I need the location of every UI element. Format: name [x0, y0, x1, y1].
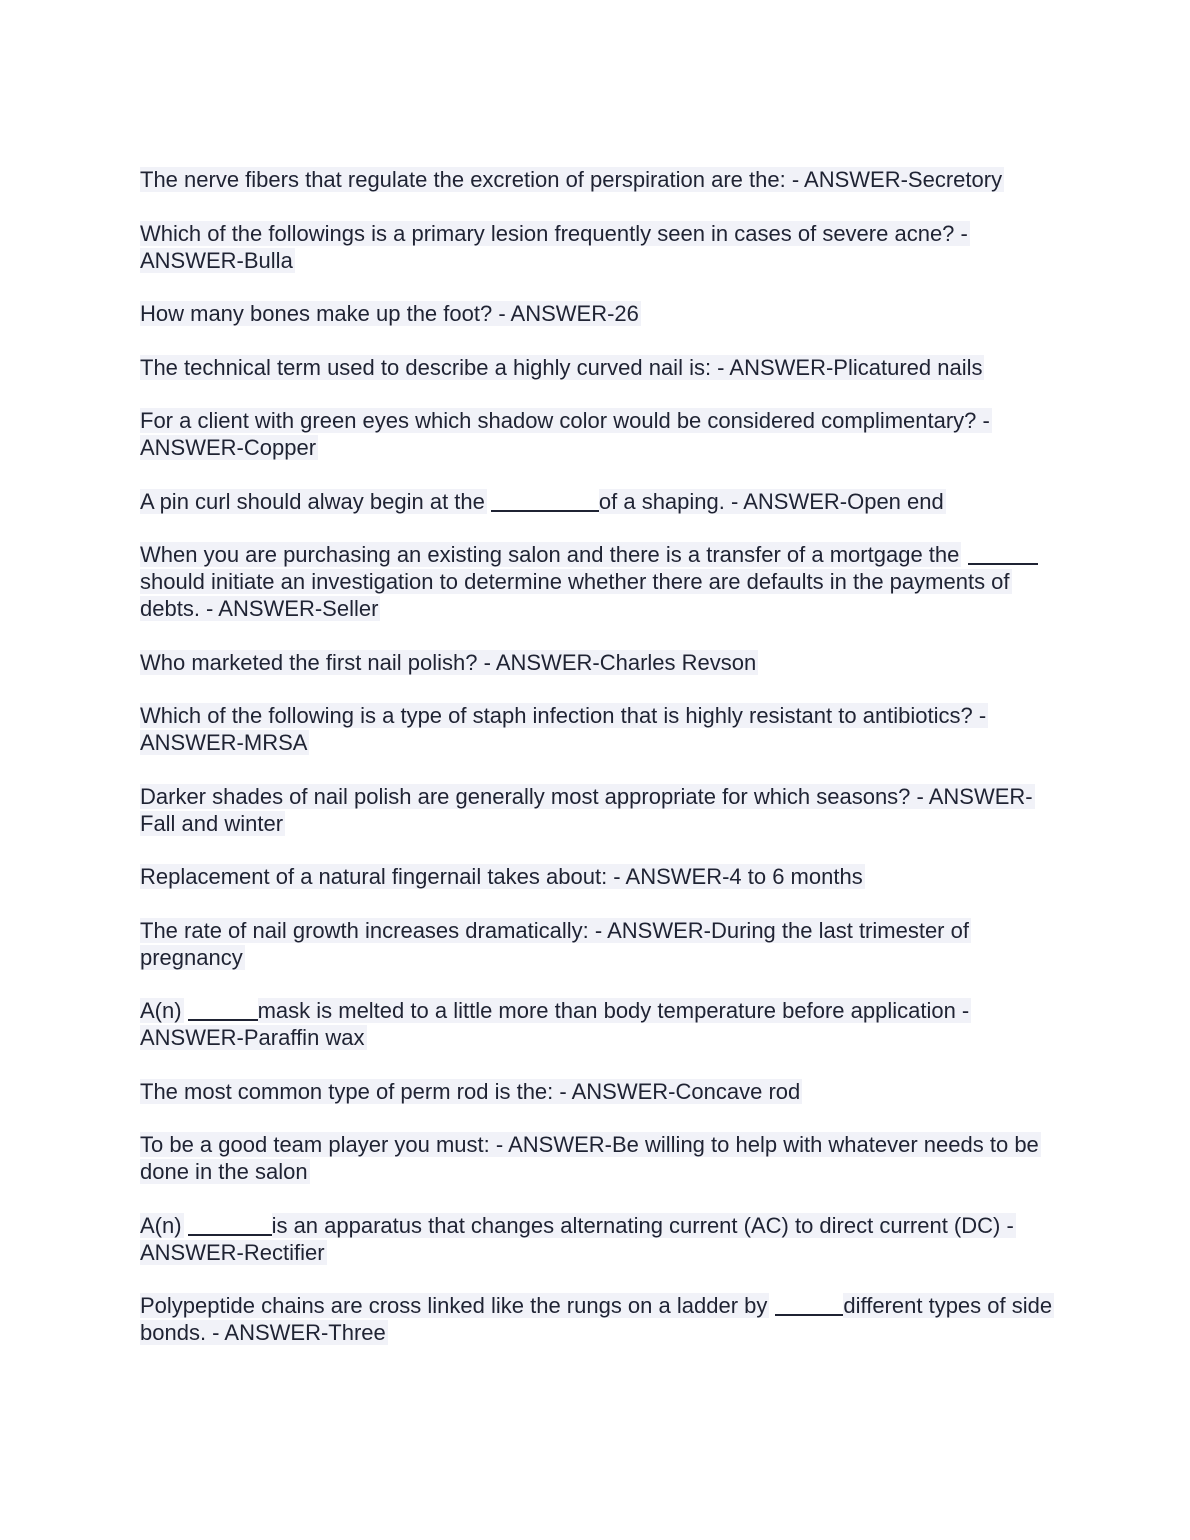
qa-item: A(n) is an apparatus that changes alternating current (AC) to direct current (DC) - ANSWER-Rectifier	[140, 1212, 1014, 1265]
fill-in-blank	[188, 1214, 272, 1236]
qa-item: The technical term used to describe a highly curved nail is: - ANSWER-Plicatured nails	[140, 354, 983, 380]
qa-item: Which of the following is a type of staph infection that is highly resistant to antibiotics? - ANSWER-MRSA	[140, 703, 987, 755]
document-page	[140, 166, 1060, 1373]
qa-item: When you are purchasing an existing salon and there is a transfer of a mortgage the should initiate an investigation to determine whether there are defaults in the payments of debts. - ANSWER-Seller	[140, 541, 1060, 622]
qa-item: Which of the followings is a primary lesion frequently seen in cases of severe acne? - ANSWER-Bulla	[140, 220, 968, 273]
qa-item: A(n) mask is melted to a little more than body temperature before application - ANSWER-Paraffin wax	[140, 998, 970, 1050]
qa-item: The nerve fibers that regulate the excretion of perspiration are the: - ANSWER-Secretory	[140, 167, 1003, 192]
qa-item: Who marketed the first nail polish? - ANSWER-Charles Revson	[140, 649, 757, 675]
fill-in-blank	[491, 490, 599, 512]
qa-item: The rate of nail growth increases dramatically: - ANSWER-During the last trimester of pregnancy	[140, 917, 969, 970]
qa-item: Replacement of a natural fingernail takes about: - ANSWER-4 to 6 months	[140, 864, 863, 889]
qa-item: How many bones make up the foot? - ANSWER-26	[140, 301, 639, 326]
qa-item: A pin curl should alway begin at the of a shaping. - ANSWER-Open end	[140, 488, 944, 514]
qa-item: To be a good team player you must: - ANSWER-Be willing to help with whatever needs to be done in the salon	[140, 1132, 1039, 1184]
fill-in-blank	[188, 999, 258, 1021]
fill-in-blank	[775, 1294, 843, 1316]
fill-in-blank	[968, 543, 1038, 565]
qa-item: Darker shades of nail polish are generally most appropriate for which seasons? - ANSWER-Fall and winter	[140, 783, 1033, 836]
qa-item: For a client with green eyes which shadow color would be considered complimentary? - ANSWER-Copper	[140, 408, 990, 460]
qa-item: The most common type of perm rod is the: - ANSWER-Concave rod	[140, 1078, 801, 1104]
qa-item: Polypeptide chains are cross linked like the rungs on a ladder by different types of side bonds. - ANSWER-Three	[140, 1293, 1053, 1345]
